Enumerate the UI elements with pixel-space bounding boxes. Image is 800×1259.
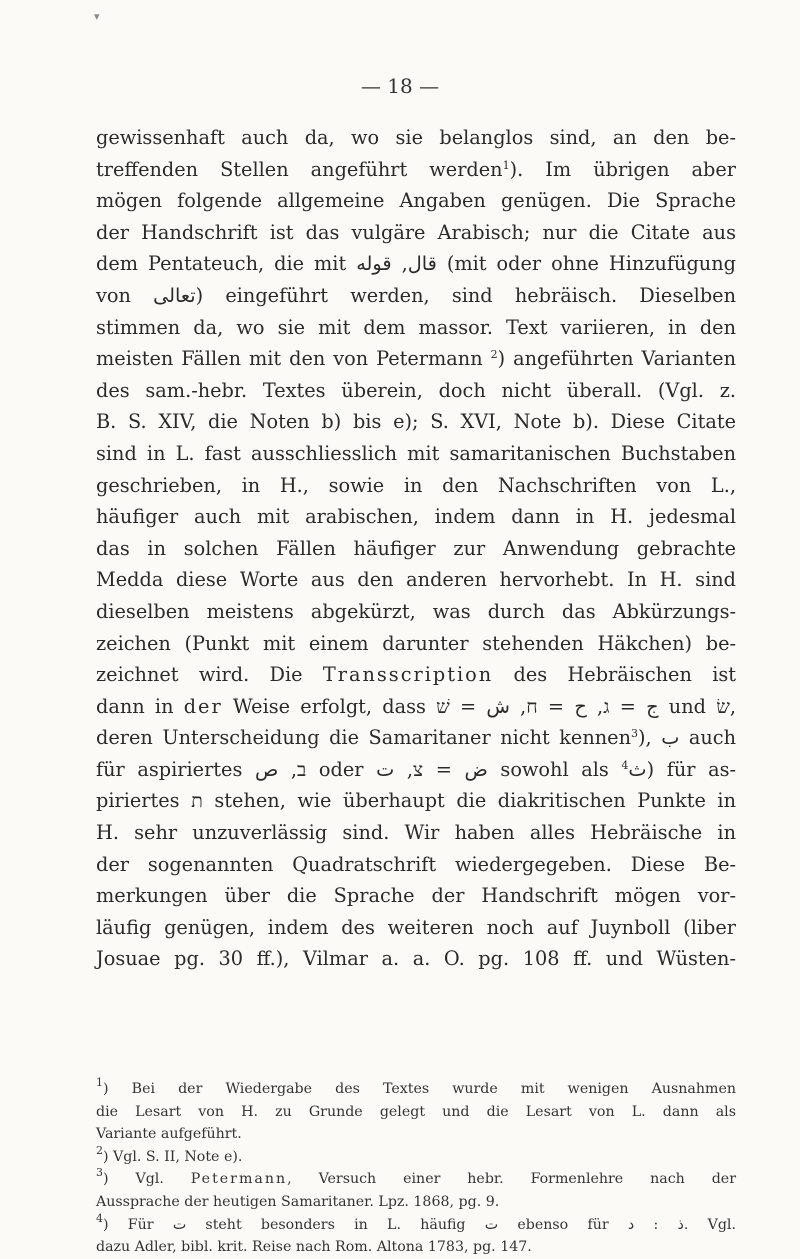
- arabic-word: ت: [376, 757, 395, 781]
- text-line: Josuae pg. 30 ff.), Vilmar a. a. O. pg. 108 ff. und Wüsten-: [96, 947, 736, 971]
- arabic-word: د: [627, 1216, 635, 1233]
- arabic-word: ب: [661, 726, 680, 750]
- footnotes: [96, 1078, 736, 1259]
- text-line: häufiger auch mit arabischen, indem dann in H. jedesmal: [96, 505, 736, 529]
- footnote-line: $^3$) Vgl. Petermann, Versuch einer hebr. Formenlehre nach der: [96, 1166, 736, 1188]
- footnote-line: $^1$) Bei der Wiedergabe des Textes wurde mit wenigen Ausnahmen: [96, 1076, 736, 1097]
- text-line: sind in L. fast ausschliesslich mit samaritanischen Buchstaben: [96, 441, 736, 465]
- arabic-word: ت: [484, 1216, 499, 1233]
- text-line: dem Pentateuch, die mit قال, قوله (mit oder ohne Hinzufügung: [96, 252, 736, 276]
- arabic-word: ج: [646, 694, 659, 718]
- text-line: läufig genügen, indem des weiteren noch auf Juynboll (liber: [96, 915, 736, 939]
- footnote-line: Aussprache der heutigen Samaritaner. Lpz. 1868, pg. 9.: [96, 1193, 500, 1210]
- page-header: — 18 —: [360, 74, 440, 98]
- body-text: [96, 122, 736, 975]
- text-line: das in solchen Fällen häufiger zur Anwendung gebrachte: [96, 536, 736, 560]
- footnote-line: $^2$) Vgl. S. II, Note e).: [96, 1143, 243, 1165]
- text-line: stimmen da, wo sie mit dem massor. Text variieren, in den: [96, 315, 736, 339]
- footnote-ref: 3: [631, 727, 639, 741]
- footnote-line: Variante aufgeführt.: [96, 1126, 242, 1143]
- text-line: geschrieben, in H., sowie in den Nachschriften von L.,: [96, 473, 736, 497]
- arabic-word: قال: [407, 252, 437, 276]
- footnote-line: dazu Adler, bibl. krit. Reise nach Rom. Altona 1783, pg. 147.: [96, 1239, 532, 1256]
- spaced-word: Transscription: [322, 663, 494, 687]
- text-line: deren Unterscheidung die Samaritaner nicht kennen$^3$), ب auch: [96, 726, 736, 750]
- footnote-ref: 4: [96, 1211, 103, 1225]
- footnote-ref: 1: [502, 158, 510, 172]
- text-line: von تعالى) eingeführt werden, sind hebräisch. Dieselben: [96, 283, 736, 307]
- text-line: merkungen über die Sprache der Handschrift mögen vor-: [96, 884, 736, 908]
- footnote-ref: 2: [96, 1143, 103, 1157]
- footnote-ref: 3: [96, 1166, 103, 1180]
- page-mark: ▾: [94, 10, 100, 23]
- text-line: meisten Fällen mit den von Petermann $^2$) angeführten Varianten: [96, 347, 736, 371]
- arabic-word: ذ: [677, 1216, 684, 1233]
- text-line: der Handschrift ist das vulgäre Arabisch; nur die Citate aus: [96, 220, 736, 244]
- text-line: dieselben meistens abgekürzt, was durch das Abkürzungs-: [96, 599, 736, 623]
- text-line: dann in der Weise erfolgt, dass ج = ג, ح = ח, ش = שׁ und שׂ,: [96, 694, 736, 718]
- arabic-word: ش: [486, 694, 510, 718]
- arabic-word: ح: [574, 694, 587, 718]
- spaced-word: der: [183, 694, 223, 718]
- text-line: B. S. XIV, die Noten b) bis e); S. XVI, Note b). Diese Citate: [96, 410, 736, 434]
- footnote-ref: 2: [490, 348, 498, 362]
- arabic-word: ت: [172, 1216, 187, 1233]
- text-line: der sogenannten Quadratschrift wiedergegeben. Diese Be-: [96, 852, 736, 876]
- text-line: des sam.-hebr. Textes überein, doch nicht überall. (Vgl. z.: [96, 378, 736, 402]
- text-line: für aspiriertes ב, ص oder ض = צ, ت sowohl als ث$^4$ ) für as-: [96, 757, 736, 781]
- arabic-word: ث: [628, 757, 647, 781]
- text-line: zeichnet wird. Die Transscription des Hebräischen ist: [96, 663, 737, 687]
- text-line: treffenden Stellen angeführt werden$^1$). Im übrigen aber: [96, 157, 736, 181]
- text-line: zeichen (Punkt mit einem darunter stehenden Häkchen) be-: [96, 631, 736, 655]
- arabic-word: قوله: [356, 252, 392, 276]
- text-line: mögen folgende allgemeine Angaben genügen. Die Sprache: [96, 189, 736, 213]
- footnote-ref: 1: [96, 1076, 103, 1089]
- footnote-ref: 4: [621, 758, 629, 772]
- footnote-line: die Lesart von H. zu Grunde gelegt und die Lesart von L. dann als: [96, 1103, 736, 1120]
- text-line: H. sehr unzuverlässig sind. Wir haben alles Hebräische in: [96, 821, 736, 845]
- text-line: Medda diese Worte aus den anderen hervorhebt. In H. sind: [96, 568, 736, 592]
- arabic-word: ض: [464, 757, 488, 781]
- arabic-word: ص: [254, 757, 279, 781]
- arabic-word: تعالى: [153, 283, 196, 307]
- text-line: piriertes ת stehen, wie überhaupt die diakritischen Punkte in: [96, 789, 736, 813]
- footnote-line: $^4$) Für ت steht besonders in L. häufig ت ebenso für ذ : د . Vgl.: [96, 1211, 736, 1233]
- spaced-word: Petermann: [190, 1171, 288, 1188]
- text-line: gewissenhaft auch da, wo sie belanglos sind, an den be-: [96, 126, 736, 149]
